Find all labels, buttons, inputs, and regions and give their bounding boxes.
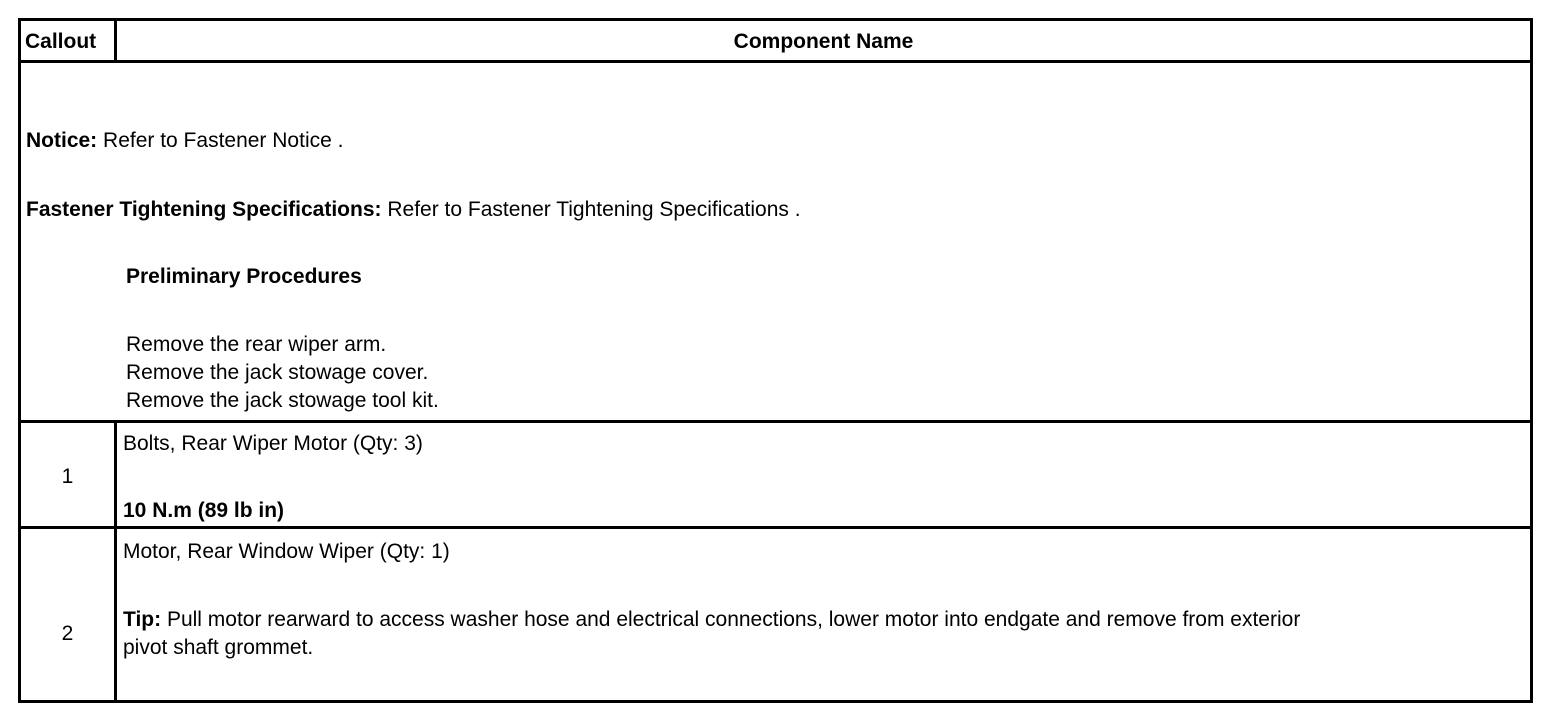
step-item: Remove the jack stowage cover. [126,361,429,384]
component-name-header: Component Name [733,30,914,53]
preliminary-title: Preliminary Procedures [126,265,362,288]
notice-line [26,127,343,155]
spec-text: Refer to Fastener Tightening Specifications . [381,198,801,221]
intro-row [21,63,1530,423]
component-cell [117,529,1530,700]
tip-text: Pull motor rearward to access washer hose and electrical connections, lower motor into endgate and remove from exterior [161,608,1301,631]
callout-number: 2 [61,622,74,645]
torque-spec: 10 N.m (89 lb in) [123,499,285,522]
tip-line-continued: pivot shaft grommet. [123,636,314,659]
component-name: Bolts, Rear Wiper Motor (Qty: 3) [123,432,423,455]
component-cell [117,423,1530,526]
step-item: Remove the jack stowage tool kit. [126,389,439,412]
tip-label: Tip: [123,608,162,631]
callout-header: Callout [25,30,97,53]
component-name-header-cell [117,21,1530,60]
table-row [21,529,1530,700]
notice-label: Notice: [26,129,98,152]
spec-line [26,196,801,224]
callout-cell [21,529,117,700]
notice-text: Refer to Fastener Notice . [97,129,344,152]
component-name: Motor, Rear Window Wiper (Qty: 1) [123,540,450,563]
callout-header-cell [21,21,117,60]
component-table [18,18,1533,703]
callout-number: 1 [61,465,74,488]
step-item: Remove the rear wiper arm. [126,333,387,356]
tip-line [123,606,1300,634]
table-header-row [21,21,1530,63]
callout-cell [21,423,117,526]
spec-label: Fastener Tightening Specifications: [26,198,382,221]
table-row [21,423,1530,529]
